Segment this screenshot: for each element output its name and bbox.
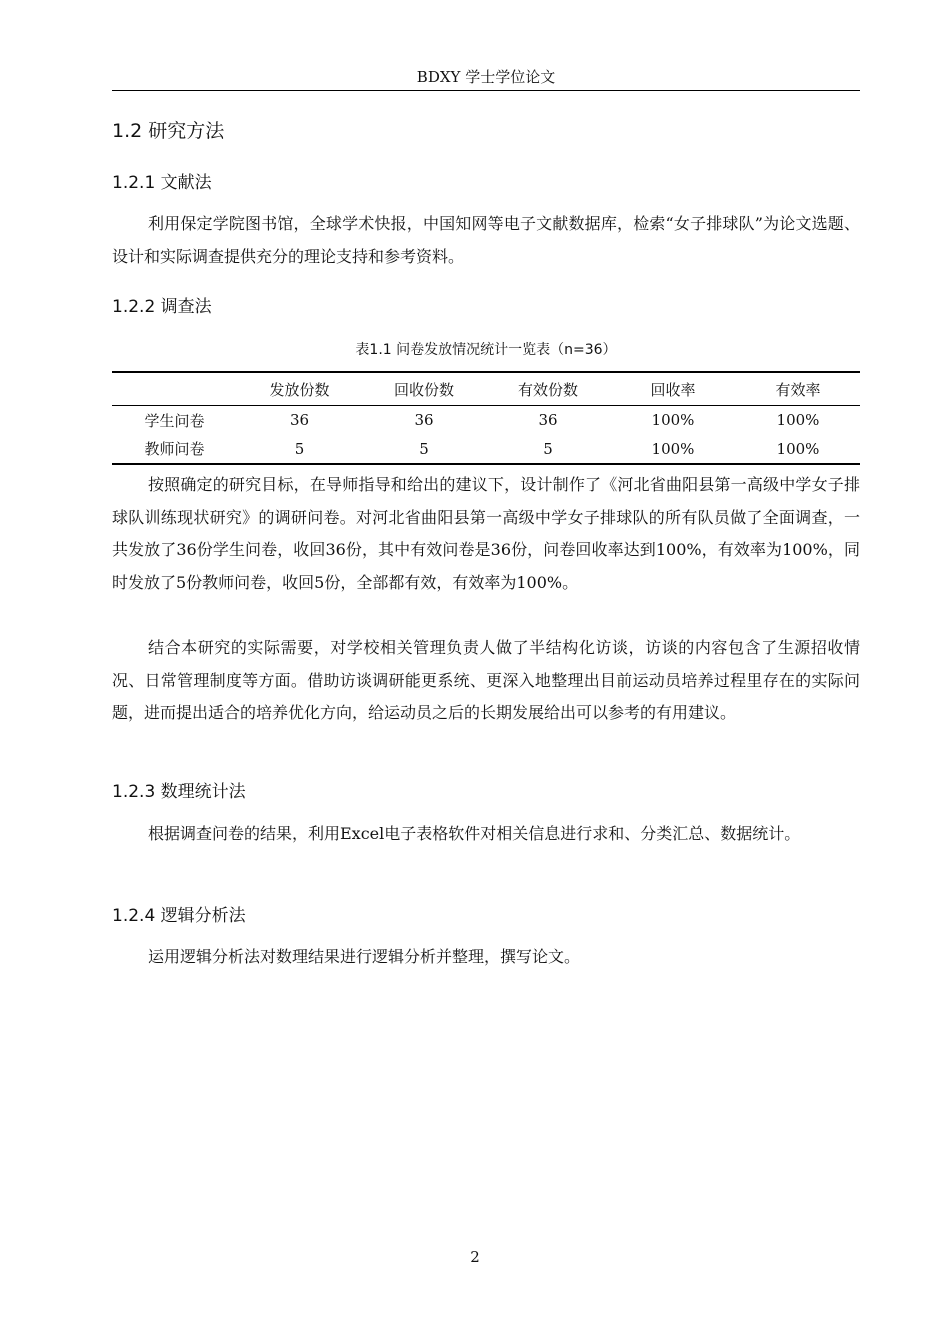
table-header-cell: 有效份数 bbox=[517, 380, 578, 399]
subsection-title-literature: 1.2.1 文献法 bbox=[112, 173, 212, 193]
paragraph-logic: 运用逻辑分析法对数理结果进行逻辑分析并整理，撰写论文。 bbox=[148, 947, 581, 966]
table-caption: 表1.1 问卷发放情况统计一览表（n=36） bbox=[355, 342, 617, 358]
table-cell: 100% bbox=[651, 439, 695, 458]
table-cell: 学生问卷 bbox=[144, 411, 205, 430]
subsection-title-statistics: 1.2.3 数理统计法 bbox=[112, 782, 246, 802]
table-cell: 100% bbox=[776, 439, 820, 458]
table-header-cell: 回收份数 bbox=[393, 380, 454, 399]
paragraph-statistics: 根据调查问卷的结果，利用Excel电子表格软件对相关信息进行求和、分类汇总、数据统计。 bbox=[148, 824, 801, 843]
table-cell: 100% bbox=[651, 411, 695, 430]
table-cell: 5 bbox=[294, 439, 305, 458]
table-header-cell: 回收率 bbox=[650, 380, 696, 399]
paragraph-literature: 利用保定学院图书馆，全球学术快报，中国知网等电子文献数据库，检索“女子排球队”为论文选题、设计和实际调查提供充分的理论支持和参考资料。 bbox=[112, 214, 860, 266]
table-cell: 教师问卷 bbox=[144, 440, 205, 458]
questionnaire-table bbox=[112, 371, 860, 465]
table-cell: 36 bbox=[538, 411, 558, 430]
table-header-row bbox=[112, 372, 860, 406]
table-row bbox=[112, 406, 860, 435]
table-row bbox=[112, 435, 860, 464]
paragraph-interview: 结合本研究的实际需要，对学校相关管理负责人做了半结构化访谈，访谈的内容包含了生源招收情况、日常管理制度等方面。借助访谈调研能更系统、更深入地整理出目前运动员培养过程里存在的实际问题，进而提出适合的培养优化方向，给运动员之后的长期发展给出可以参考的有用建议。 bbox=[112, 638, 860, 722]
table-cell: 5 bbox=[419, 439, 429, 458]
table-cell: 36 bbox=[414, 411, 434, 430]
paragraph-survey-results: 按照确定的研究目标，在导师指导和给出的建议下，设计制作了《河北省曲阳县第一高级中学女子排球队训练现状研究》的调研问卷。对河北省曲阳县第一高级中学女子排球队的所有队员做了全面调查，一共发放了36份学生问卷，收回36份，其中有效问卷是36份，问卷回收率达到100%，有效率为100%，同时发放了5份教师问卷，收回5份，全部都有效，有效率为100%。 bbox=[112, 475, 860, 592]
subsection-title-survey: 1.2.2 调查法 bbox=[112, 297, 212, 317]
table-header-cell: 有效率 bbox=[775, 380, 821, 399]
table-header-cell bbox=[112, 372, 237, 406]
table-cell: 100% bbox=[776, 411, 820, 430]
table-cell: 36 bbox=[289, 411, 310, 430]
subsection-title-logic: 1.2.4 逻辑分析法 bbox=[112, 906, 246, 926]
page-number: 2 bbox=[470, 1248, 480, 1266]
page-header: BDXY 学士学位论文 bbox=[112, 66, 860, 91]
section-title: 1.2 研究方法 bbox=[112, 120, 225, 142]
table-cell: 5 bbox=[543, 439, 553, 458]
table-header-cell: 发放份数 bbox=[269, 380, 330, 399]
